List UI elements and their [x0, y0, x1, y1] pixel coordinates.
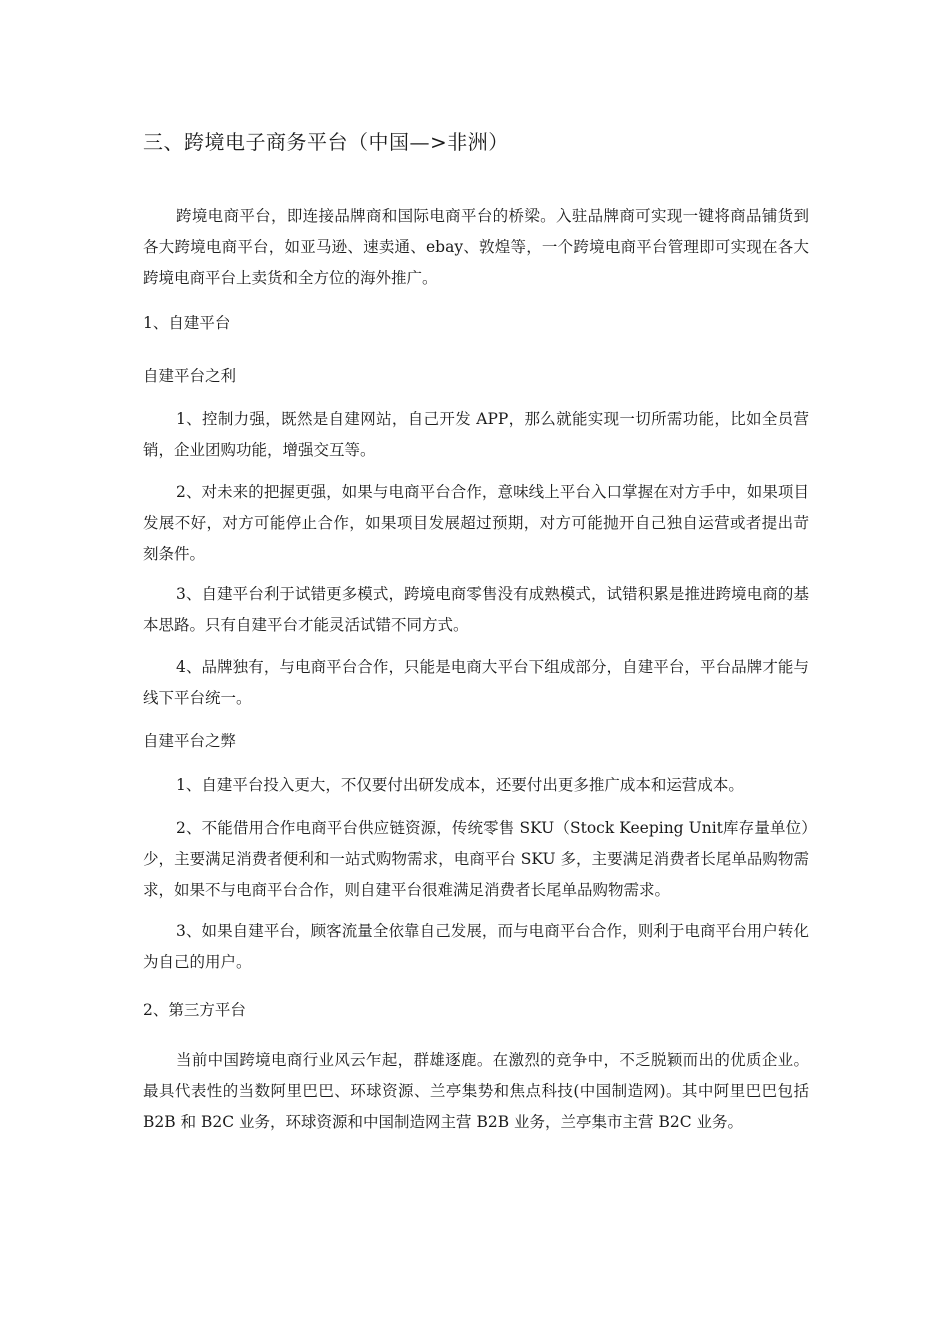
pros-item-3: 3、自建平台利于试错更多模式，跨境电商零售没有成熟模式，试错积累是推进跨境电商的基本思路。只有自建平台才能灵活试错不同方式。 [143, 585, 809, 634]
pros-heading: 自建平台之利 [143, 367, 237, 385]
intro-paragraph: 跨境电商平台，即连接品牌商和国际电商平台的桥梁。入驻品牌商可实现一键将商品铺货到各大跨境电商平台，如亚马逊、速卖通、ebay、敦煌等，一个跨境电商平台管理即可实现在各大跨境电商平台上卖货和全方位的海外推广。 [143, 207, 809, 287]
cons-heading: 自建平台之弊 [143, 732, 237, 750]
cons-item-2: 2、不能借用合作电商平台供应链资源，传统零售 SKU（Stock Keeping Unit库存量单位）少，主要满足消费者便利和一站式购物需求，电商平台 SKU 多，主要满足消费者长尾单品购物需求，如果不与电商平台合作，则自建平台很难满足消费者长尾单品购物需求。 [143, 819, 809, 899]
cons-item-1: 1、自建平台投入更大，不仅要付出研发成本，还要付出更多推广成本和运营成本。 [176, 776, 744, 794]
pros-item-4: 4、品牌独有，与电商平台合作，只能是电商大平台下组成部分，自建平台，平台品牌才能与线下平台统一。 [143, 658, 809, 707]
section-heading-third-party: 2、第三方平台 [143, 1001, 246, 1019]
pros-item-1: 1、控制力强，既然是自建网站，自己开发 APP，那么就能实现一切所需功能，比如全员营销，企业团购功能，增强交互等。 [143, 410, 809, 459]
pros-item-2: 2、对未来的把握更强，如果与电商平台合作，意味线上平台入口掌握在对方手中，如果项目发展不好，对方可能停止合作，如果项目发展超过预期，对方可能抛开自己独自运营或者提出苛刻条件。 [143, 483, 809, 563]
third-party-paragraph: 当前中国跨境电商行业风云乍起，群雄逐鹿。在激烈的竞争中，不乏脱颖而出的优质企业。最具代表性的当数阿里巴巴、环球资源、兰亭集势和焦点科技(中国制造网)。其中阿里巴巴包括 B2B 和 B2C 业务，环球资源和中国制造网主营 B2B 业务，兰亭集市主营 B2C 业务。 [143, 1051, 809, 1131]
section-heading-self-built: 1、自建平台 [143, 314, 231, 332]
cons-item-3: 3、如果自建平台，顾客流量全依靠自己发展，而与电商平台合作，则利于电商平台用户转化为自己的用户。 [143, 922, 809, 971]
document-title: 三、跨境电子商务平台（中国—>非洲） [143, 130, 509, 154]
